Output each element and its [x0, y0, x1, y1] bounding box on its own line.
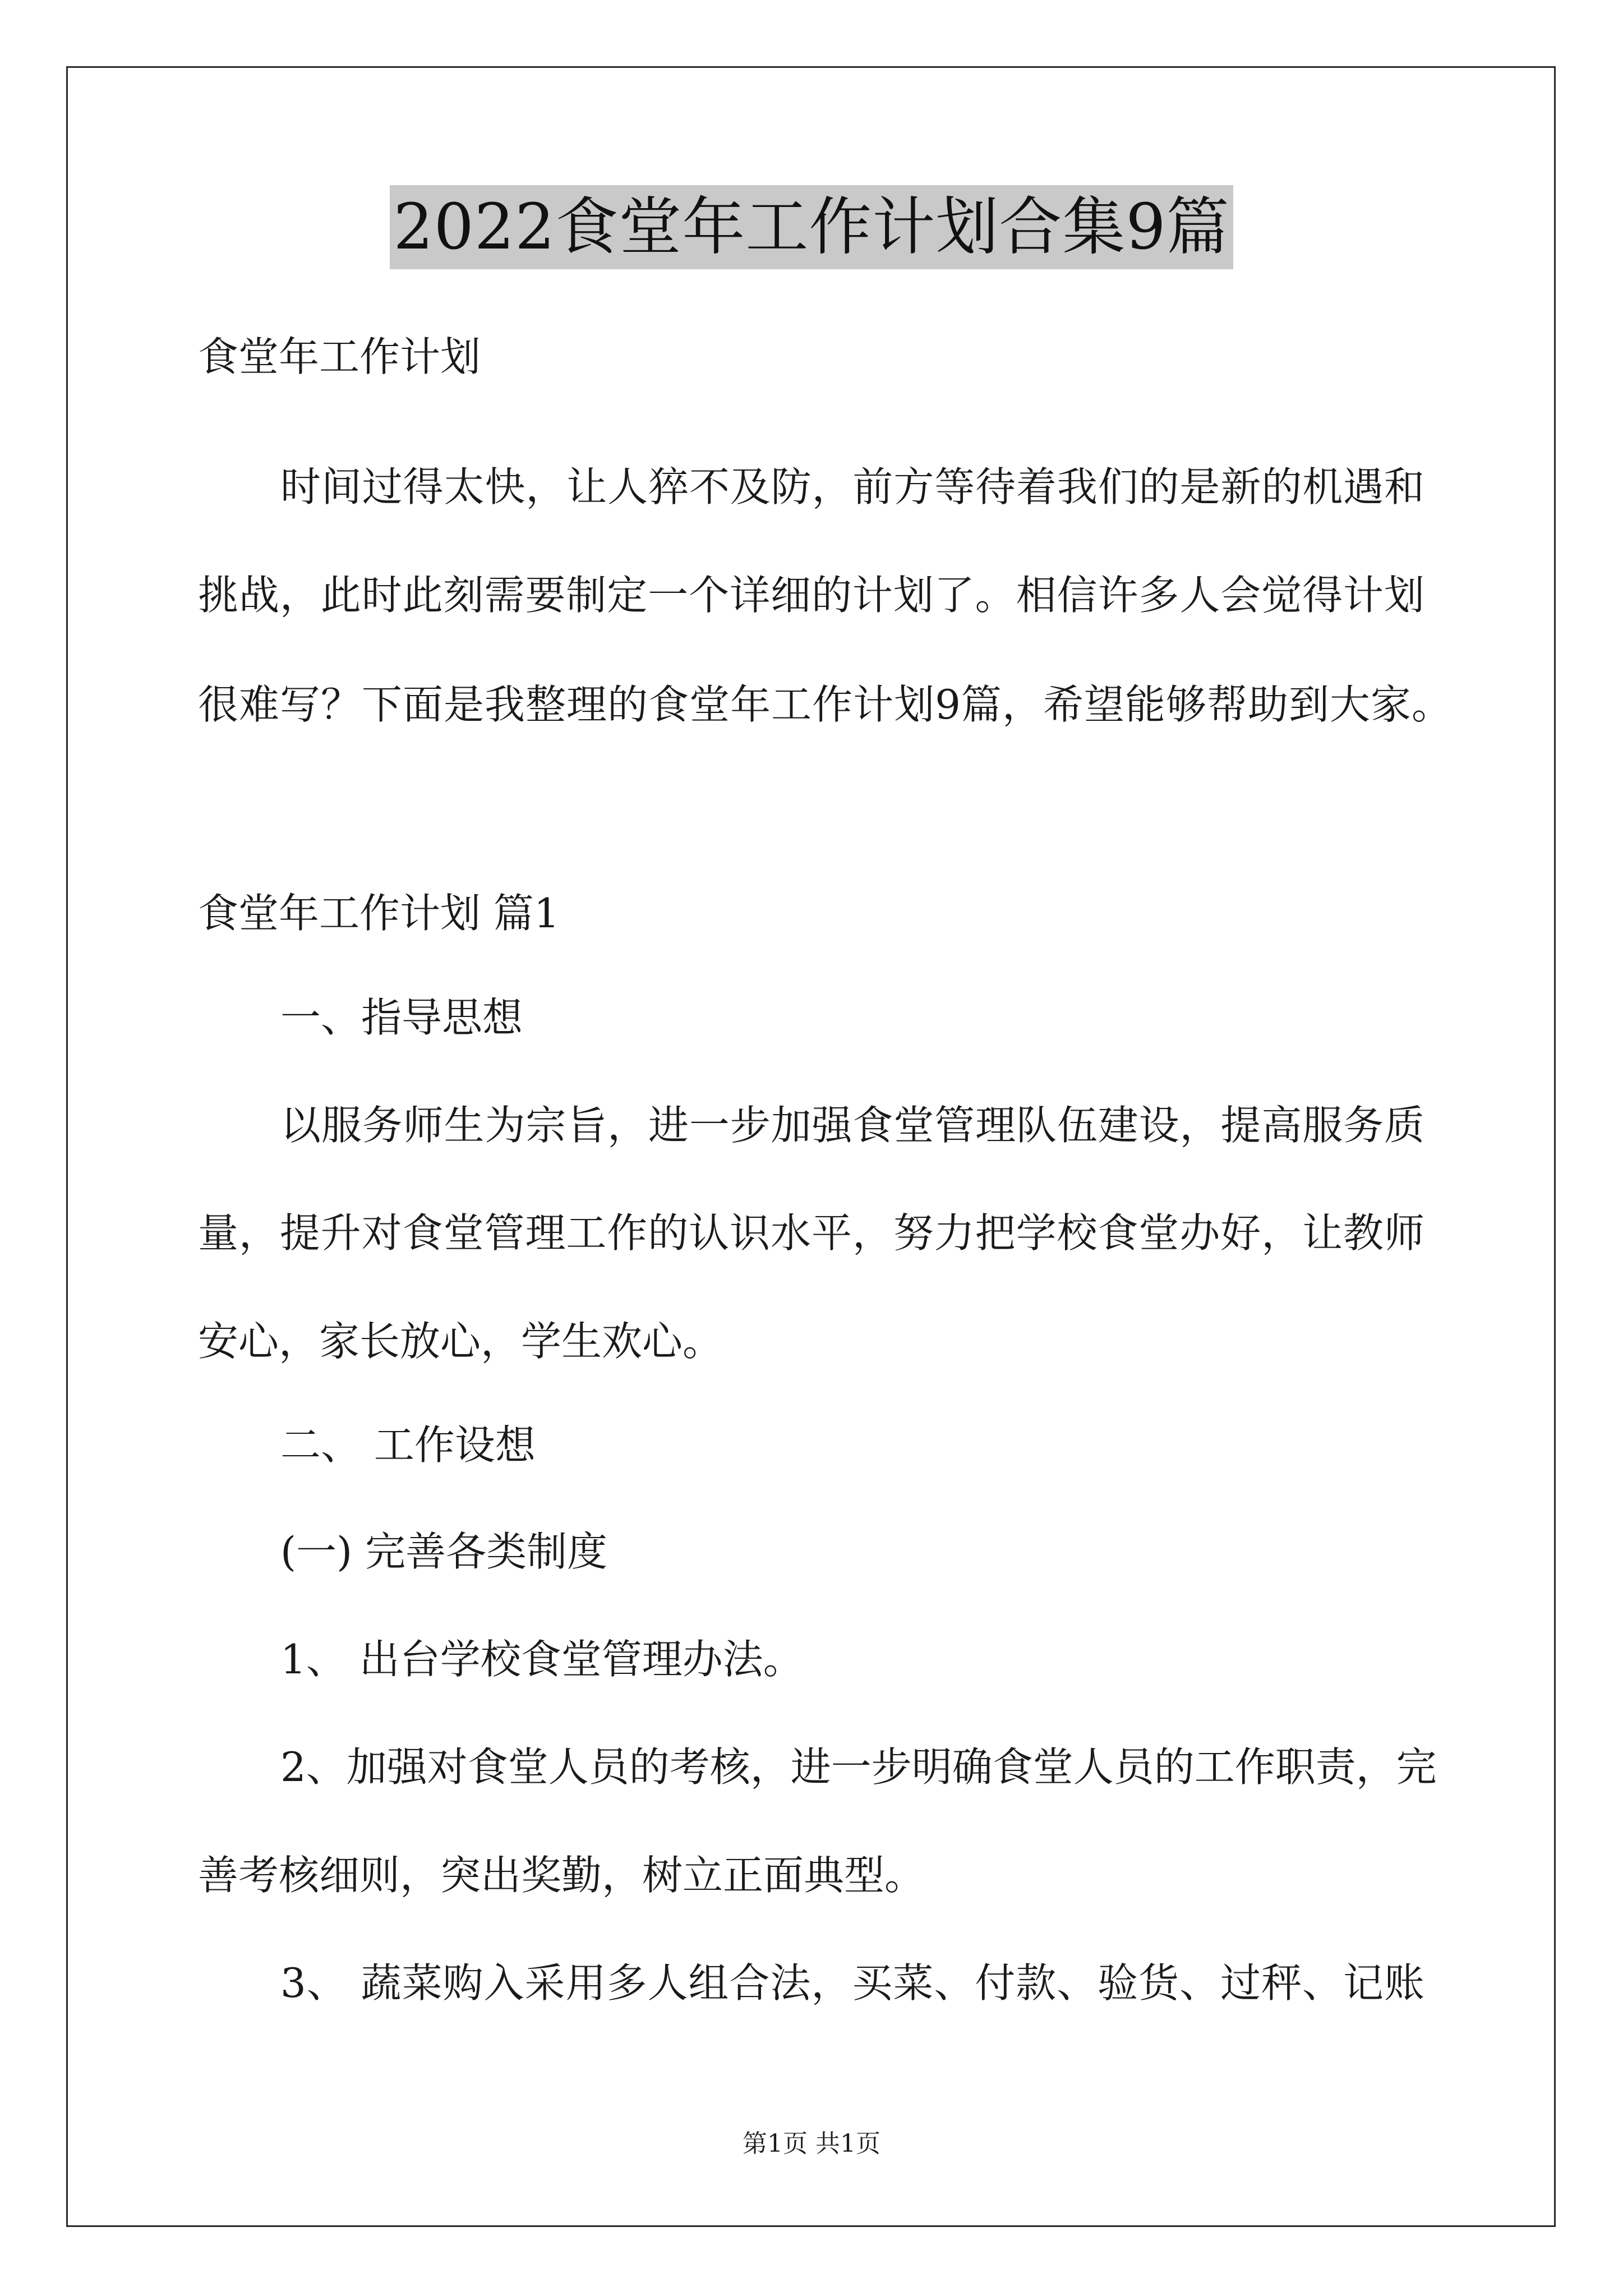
- list-item-1: 1、 出台学校食堂管理办法。: [280, 1636, 804, 1683]
- list-item-2-line-1: 2、加强对食堂人员的考核，进一步明确食堂人员的工作职责，完: [280, 1743, 1437, 1791]
- intro-paragraph-line-3: 很难写？下面是我整理的食堂年工作计划9篇，希望能够帮助到大家。: [198, 681, 1452, 728]
- list-item-3-line-1: 3、 蔬菜购入采用多人组合法，买菜、付款、验货、过秤、记账: [280, 1959, 1424, 2007]
- paragraph-line-1: 以服务师生为宗旨，进一步加强食堂管理队伍建设，提高服务质: [280, 1102, 1424, 1149]
- intro-paragraph-line-2: 挑战，此时此刻需要制定一个详细的计划了。相信许多人会觉得计划: [198, 572, 1424, 619]
- subheading-improve-rules: (一) 完善各类制度: [280, 1528, 608, 1575]
- intro-paragraph-line-1: 时间过得太快，让人猝不及防，前方等待着我们的是新的机遇和: [280, 463, 1424, 510]
- paragraph-line-3: 安心，家长放心，学生欢心。: [198, 1318, 723, 1365]
- paragraph-line-2: 量，提升对食堂管理工作的认识水平，努力把学校食堂办好，让教师: [198, 1209, 1424, 1257]
- subheading-work-plan: 二、 工作设想: [280, 1421, 536, 1469]
- section-heading-part-1: 食堂年工作计划 篇1: [198, 890, 560, 937]
- page-footer: 第1页 共1页: [743, 2129, 880, 2158]
- document-title-container: [0, 185, 1623, 269]
- list-item-2-line-2: 善考核细则，突出奖勤，树立正面典型。: [198, 1852, 925, 1899]
- subheading-guiding-ideology: 一、指导思想: [280, 994, 523, 1041]
- document-title: 2022食堂年工作计划合集9篇: [390, 185, 1233, 269]
- intro-heading: 食堂年工作计划: [198, 333, 481, 380]
